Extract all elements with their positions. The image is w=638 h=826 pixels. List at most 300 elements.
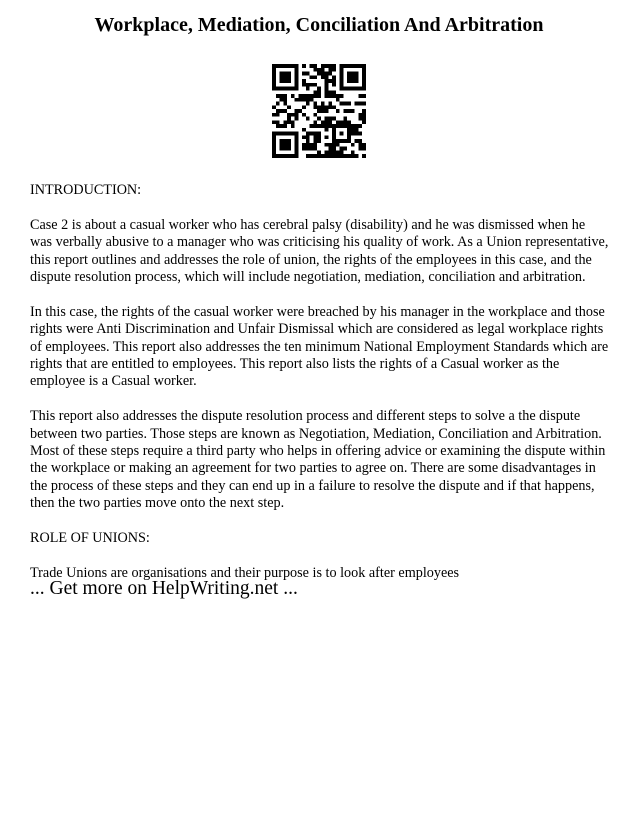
qr-module bbox=[362, 94, 366, 98]
qr-module bbox=[295, 154, 299, 158]
qr-module bbox=[302, 113, 306, 117]
qr-module bbox=[355, 132, 359, 136]
qr-module bbox=[313, 143, 317, 147]
qr-module bbox=[272, 139, 276, 143]
qr-module bbox=[332, 64, 336, 68]
qr-module bbox=[302, 143, 306, 147]
qr-module bbox=[283, 64, 287, 68]
qr-module bbox=[291, 132, 295, 136]
qr-module bbox=[340, 79, 344, 83]
qr-module bbox=[280, 139, 284, 143]
qr-module bbox=[313, 83, 317, 87]
qr-module bbox=[302, 72, 306, 76]
qr-module bbox=[306, 72, 310, 76]
qr-module bbox=[362, 120, 366, 124]
qr-module bbox=[358, 139, 362, 143]
qr-module bbox=[276, 102, 280, 106]
qr-module bbox=[332, 105, 336, 109]
qr-module bbox=[280, 154, 284, 158]
qr-module bbox=[325, 75, 329, 79]
qr-module bbox=[321, 109, 325, 113]
qr-module bbox=[310, 83, 314, 87]
qr-module bbox=[351, 87, 355, 91]
qr-module bbox=[291, 113, 295, 117]
paragraph-case-summary: Case 2 is about a casual worker who has cerebral palsy (disability) and he was dismissed when he was verbally abusive to a manager who was criticising his quality of work. As a Union representative, this report outlines and addresses the role of union, the rights of the employees in this case, and the dispute resolution process, which will include negotiation, mediation, conciliation and arbitration. bbox=[30, 216, 609, 286]
qr-module bbox=[295, 79, 299, 83]
qr-module bbox=[362, 64, 366, 68]
qr-module bbox=[287, 147, 291, 151]
qr-module bbox=[332, 68, 336, 72]
qr-module bbox=[276, 64, 280, 68]
qr-module bbox=[283, 102, 287, 106]
qr-module bbox=[325, 72, 329, 76]
qr-module bbox=[302, 79, 306, 83]
qr-module bbox=[287, 72, 291, 76]
qr-module bbox=[325, 109, 329, 113]
qr-module bbox=[362, 113, 366, 117]
qr-module bbox=[351, 124, 355, 128]
qr-module bbox=[355, 72, 359, 76]
qr-module bbox=[317, 124, 321, 128]
qr-module bbox=[306, 83, 310, 87]
qr-module bbox=[336, 150, 340, 154]
qr-module bbox=[272, 72, 276, 76]
qr-module bbox=[317, 72, 321, 76]
qr-module bbox=[358, 87, 362, 91]
qr-module bbox=[362, 72, 366, 76]
qr-module bbox=[347, 124, 351, 128]
qr-module bbox=[280, 147, 284, 151]
qr-module bbox=[313, 154, 317, 158]
qr-module bbox=[276, 124, 280, 128]
qr-module bbox=[276, 113, 280, 117]
qr-module bbox=[317, 87, 321, 91]
qr-module bbox=[295, 64, 299, 68]
get-more-link[interactable]: ... Get more on HelpWriting.net ... bbox=[30, 578, 298, 599]
qr-module bbox=[343, 117, 347, 121]
qr-module bbox=[272, 83, 276, 87]
qr-module bbox=[280, 87, 284, 91]
qr-module bbox=[328, 150, 332, 154]
qr-module bbox=[295, 117, 299, 121]
qr-module bbox=[272, 79, 276, 83]
qr-module bbox=[310, 124, 314, 128]
qr-module bbox=[302, 83, 306, 87]
qr-module bbox=[332, 79, 336, 83]
qr-module bbox=[310, 98, 314, 102]
qr-module bbox=[347, 87, 351, 91]
qr-module bbox=[280, 132, 284, 136]
qr-module bbox=[295, 132, 299, 136]
qr-module bbox=[280, 79, 284, 83]
qr-module bbox=[358, 64, 362, 68]
qr-module bbox=[340, 120, 344, 124]
qr-module bbox=[355, 124, 359, 128]
qr-module bbox=[340, 124, 344, 128]
qr-module bbox=[351, 75, 355, 79]
qr-module bbox=[295, 150, 299, 154]
qr-module bbox=[313, 139, 317, 143]
qr-module bbox=[347, 154, 351, 158]
document-title: Workplace, Mediation, Conciliation And Arbitration bbox=[94, 14, 544, 36]
qr-module bbox=[362, 102, 366, 106]
qr-module bbox=[347, 120, 351, 124]
qr-module bbox=[283, 94, 287, 98]
qr-module bbox=[313, 64, 317, 68]
qr-module bbox=[358, 102, 362, 106]
qr-module bbox=[302, 147, 306, 151]
qr-module bbox=[321, 105, 325, 109]
qr-module bbox=[343, 139, 347, 143]
qr-module bbox=[336, 154, 340, 158]
qr-module bbox=[328, 79, 332, 83]
qr-module bbox=[272, 68, 276, 72]
qr-module bbox=[347, 79, 351, 83]
qr-module bbox=[317, 117, 321, 121]
qr-module bbox=[343, 120, 347, 124]
qr-module bbox=[313, 90, 317, 94]
qr-module bbox=[283, 120, 287, 124]
qr-module bbox=[358, 132, 362, 136]
qr-module bbox=[332, 124, 336, 128]
qr-module bbox=[276, 94, 280, 98]
qr-module bbox=[362, 87, 366, 91]
qr-module bbox=[321, 124, 325, 128]
qr-module bbox=[306, 117, 310, 121]
qr-module bbox=[325, 64, 329, 68]
qr-module bbox=[328, 117, 332, 121]
qr-module bbox=[351, 128, 355, 132]
qr-module bbox=[272, 113, 276, 117]
qr-module bbox=[336, 98, 340, 102]
qr-module bbox=[298, 94, 302, 98]
qr-module bbox=[306, 154, 310, 158]
qr-module bbox=[310, 147, 314, 151]
qr-module bbox=[328, 105, 332, 109]
qr-module bbox=[317, 94, 321, 98]
qr-module bbox=[332, 90, 336, 94]
qr-module bbox=[317, 109, 321, 113]
qr-module bbox=[332, 154, 336, 158]
qr-module bbox=[283, 98, 287, 102]
qr-module bbox=[325, 150, 329, 154]
qr-module bbox=[287, 117, 291, 121]
qr-module bbox=[343, 147, 347, 151]
qr-module bbox=[295, 113, 299, 117]
qr-module bbox=[287, 120, 291, 124]
qr-module bbox=[313, 135, 317, 139]
qr-module bbox=[313, 102, 317, 106]
qr-module bbox=[287, 64, 291, 68]
qr-module bbox=[355, 79, 359, 83]
qr-module bbox=[287, 154, 291, 158]
qr-module bbox=[362, 109, 366, 113]
qr-module bbox=[358, 94, 362, 98]
qr-module bbox=[276, 132, 280, 136]
qr-module bbox=[310, 143, 314, 147]
qr-module bbox=[302, 105, 306, 109]
qr-module bbox=[306, 102, 310, 106]
qr-module bbox=[283, 147, 287, 151]
qr-module bbox=[351, 143, 355, 147]
qr-module bbox=[302, 135, 306, 139]
qr-module bbox=[295, 109, 299, 113]
qr-module bbox=[340, 139, 344, 143]
qr-module bbox=[295, 98, 299, 102]
qr-module bbox=[332, 132, 336, 136]
qr-module bbox=[310, 94, 314, 98]
qr-module bbox=[321, 68, 325, 72]
qr-module bbox=[280, 109, 284, 113]
qr-module bbox=[340, 72, 344, 76]
qr-module bbox=[325, 90, 329, 94]
qr-module bbox=[313, 120, 317, 124]
qr-module bbox=[336, 124, 340, 128]
qr-module bbox=[287, 143, 291, 147]
qr-module bbox=[351, 64, 355, 68]
qr-module bbox=[362, 83, 366, 87]
qr-module bbox=[332, 135, 336, 139]
qr-module bbox=[283, 87, 287, 91]
qr-module bbox=[291, 154, 295, 158]
qr-module bbox=[295, 83, 299, 87]
qr-module bbox=[306, 98, 310, 102]
qr-module bbox=[280, 98, 284, 102]
qr-module bbox=[283, 143, 287, 147]
qr-module bbox=[340, 87, 344, 91]
qr-module bbox=[362, 147, 366, 151]
qr-module bbox=[306, 147, 310, 151]
qr-module bbox=[306, 139, 310, 143]
qr-module bbox=[355, 139, 359, 143]
heading-introduction: INTRODUCTION: bbox=[30, 182, 142, 198]
qr-module bbox=[347, 135, 351, 139]
qr-module bbox=[325, 87, 329, 91]
qr-module bbox=[347, 75, 351, 79]
qr-module bbox=[317, 68, 321, 72]
qr-module bbox=[328, 143, 332, 147]
qr-module bbox=[287, 87, 291, 91]
qr-module bbox=[272, 64, 276, 68]
qr-module bbox=[336, 120, 340, 124]
qr-module bbox=[325, 154, 329, 158]
qr-module bbox=[340, 83, 344, 87]
qr-module bbox=[336, 94, 340, 98]
qr-module bbox=[313, 132, 317, 136]
qr-module bbox=[313, 105, 317, 109]
qr-module bbox=[283, 109, 287, 113]
qr-module bbox=[347, 139, 351, 143]
qr-module bbox=[287, 113, 291, 117]
qr-module bbox=[280, 94, 284, 98]
qr-module bbox=[272, 143, 276, 147]
qr-module bbox=[328, 94, 332, 98]
qr-module bbox=[343, 64, 347, 68]
qr-module bbox=[276, 154, 280, 158]
qr-module bbox=[347, 132, 351, 136]
qr-module bbox=[328, 90, 332, 94]
qr-module bbox=[272, 87, 276, 91]
qr-module bbox=[340, 150, 344, 154]
qr-module bbox=[280, 143, 284, 147]
qr-module bbox=[325, 105, 329, 109]
qr-module bbox=[283, 72, 287, 76]
qr-module bbox=[306, 87, 310, 91]
qr-module bbox=[351, 150, 355, 154]
qr-module bbox=[362, 68, 366, 72]
qr-module bbox=[295, 68, 299, 72]
qr-module bbox=[347, 72, 351, 76]
qr-module bbox=[295, 139, 299, 143]
qr-module bbox=[317, 154, 321, 158]
qr-module bbox=[321, 102, 325, 106]
qr-module bbox=[317, 139, 321, 143]
qr-module bbox=[340, 147, 344, 151]
qr-module bbox=[291, 124, 295, 128]
qr-module bbox=[358, 147, 362, 151]
qr-module bbox=[306, 132, 310, 136]
qr-module bbox=[317, 105, 321, 109]
qr-module bbox=[340, 64, 344, 68]
qr-module bbox=[340, 154, 344, 158]
qr-module bbox=[272, 105, 276, 109]
qr-module bbox=[272, 75, 276, 79]
qr-code bbox=[272, 64, 366, 158]
qr-module bbox=[295, 72, 299, 76]
qr-module bbox=[276, 120, 280, 124]
qr-module bbox=[298, 109, 302, 113]
qr-module bbox=[340, 75, 344, 79]
qr-module bbox=[306, 135, 310, 139]
paragraph-rights: In this case, the rights of the casual worker were breached by his manager in the workplace and those rights were Anti Discrimination and Unfair Dismissal which are considered as legal workplace rights of employees. This report also addresses the ten minimum National Employment Standards which are rights that are entitled to employees. This report also lists the rights of a Casual worker as the employee is a Casual worker. bbox=[30, 303, 609, 390]
qr-module bbox=[287, 79, 291, 83]
qr-module bbox=[362, 154, 366, 158]
qr-module bbox=[325, 135, 329, 139]
qr-module bbox=[336, 139, 340, 143]
heading-role-of-unions: ROLE OF UNIONS: bbox=[30, 530, 150, 547]
qr-module bbox=[280, 124, 284, 128]
qr-module bbox=[295, 147, 299, 151]
qr-module bbox=[283, 75, 287, 79]
qr-code-graphic bbox=[272, 64, 366, 158]
qr-module bbox=[355, 75, 359, 79]
qr-module bbox=[332, 94, 336, 98]
qr-module bbox=[332, 150, 336, 154]
qr-module bbox=[272, 150, 276, 154]
qr-module bbox=[317, 135, 321, 139]
qr-module bbox=[283, 124, 287, 128]
qr-module bbox=[347, 128, 351, 132]
qr-module bbox=[358, 113, 362, 117]
qr-module bbox=[302, 94, 306, 98]
qr-module bbox=[332, 83, 336, 87]
qr-module bbox=[313, 147, 317, 151]
qr-module bbox=[298, 98, 302, 102]
qr-module bbox=[313, 68, 317, 72]
qr-module bbox=[302, 128, 306, 132]
qr-module bbox=[291, 87, 295, 91]
qr-module bbox=[302, 98, 306, 102]
qr-module bbox=[295, 143, 299, 147]
qr-module bbox=[328, 147, 332, 151]
qr-module bbox=[332, 117, 336, 121]
qr-module bbox=[272, 147, 276, 151]
qr-module bbox=[325, 128, 329, 132]
qr-module bbox=[287, 132, 291, 136]
qr-module bbox=[336, 143, 340, 147]
qr-module bbox=[362, 117, 366, 121]
qr-module bbox=[283, 132, 287, 136]
qr-module bbox=[272, 154, 276, 158]
qr-module bbox=[287, 75, 291, 79]
qr-module bbox=[272, 132, 276, 136]
qr-module bbox=[355, 87, 359, 91]
qr-module bbox=[351, 72, 355, 76]
qr-module bbox=[340, 102, 344, 106]
qr-module bbox=[287, 105, 291, 109]
qr-module bbox=[283, 139, 287, 143]
qr-module bbox=[347, 109, 351, 113]
qr-module bbox=[332, 139, 336, 143]
qr-module bbox=[306, 94, 310, 98]
qr-module bbox=[280, 72, 284, 76]
qr-module bbox=[328, 154, 332, 158]
qr-module bbox=[321, 64, 325, 68]
qr-module bbox=[325, 83, 329, 87]
qr-module bbox=[291, 120, 295, 124]
qr-module bbox=[325, 120, 329, 124]
qr-module bbox=[328, 120, 332, 124]
qr-module bbox=[313, 75, 317, 79]
qr-module bbox=[313, 124, 317, 128]
qr-module bbox=[325, 143, 329, 147]
qr-module bbox=[302, 64, 306, 68]
paragraph-trade-unions: Trade Unions are organisations and their purpose is to look after employees bbox=[30, 564, 460, 581]
qr-module bbox=[332, 75, 336, 79]
qr-module bbox=[310, 64, 314, 68]
document-body bbox=[30, 182, 610, 600]
qr-module bbox=[351, 132, 355, 136]
qr-module bbox=[295, 75, 299, 79]
qr-module bbox=[362, 143, 366, 147]
qr-module bbox=[325, 117, 329, 121]
qr-module bbox=[321, 120, 325, 124]
qr-module bbox=[287, 139, 291, 143]
qr-module bbox=[295, 135, 299, 139]
qr-module bbox=[351, 109, 355, 113]
qr-module bbox=[347, 102, 351, 106]
qr-module bbox=[310, 154, 314, 158]
qr-module bbox=[283, 79, 287, 83]
paragraph-dispute-process: This report also addresses the dispute resolution process and different steps to solve a the dispute between two parties. Those steps are known as Negotiation, Mediation, Conciliation and Arbitration. Most of these steps require a third party who helps in offering advice or examining the dispute within the workplace or making an agreement for two parties to agree on. There are some disadvantages in the process of these steps and they can end up in a failure to resolve the dispute and if that happens, then the two parties move onto the next step. bbox=[30, 408, 606, 512]
qr-module bbox=[340, 132, 344, 136]
qr-module bbox=[325, 79, 329, 83]
qr-module bbox=[313, 94, 317, 98]
qr-module bbox=[343, 102, 347, 106]
qr-module bbox=[328, 64, 332, 68]
qr-module bbox=[325, 124, 329, 128]
qr-module bbox=[321, 72, 325, 76]
qr-module bbox=[306, 143, 310, 147]
qr-module bbox=[343, 109, 347, 113]
qr-module bbox=[283, 154, 287, 158]
qr-module bbox=[328, 102, 332, 106]
qr-module bbox=[355, 102, 359, 106]
qr-module bbox=[321, 154, 325, 158]
qr-module bbox=[321, 75, 325, 79]
qr-module bbox=[332, 143, 336, 147]
qr-module bbox=[310, 75, 314, 79]
